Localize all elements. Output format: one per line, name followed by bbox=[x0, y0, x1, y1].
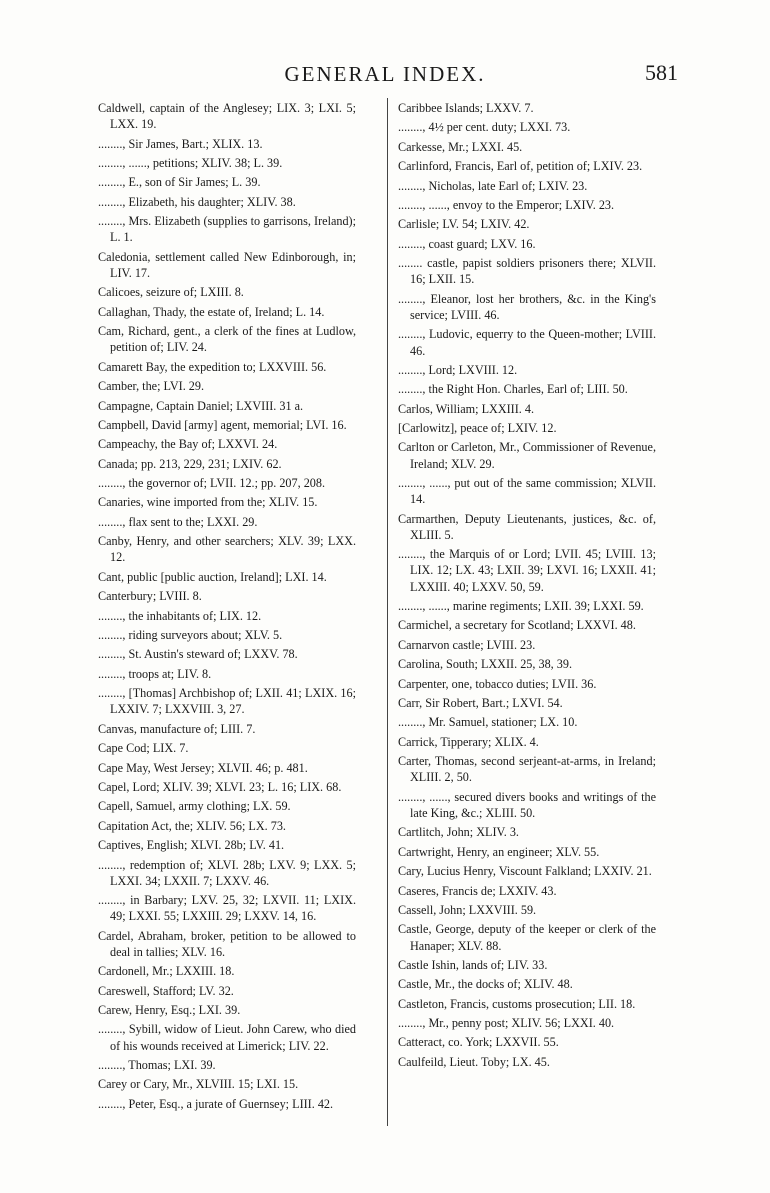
index-entry: Catteract, co. York; LXXVII. 55. bbox=[398, 1035, 559, 1050]
index-entry: Castle, Mr., the docks of; XLIV. 48. bbox=[398, 977, 573, 992]
index-entry: Caulfeild, Lieut. Toby; LX. 45. bbox=[398, 1054, 550, 1069]
index-entry: ........, ......, envoy to the Emperor; LXIV. 23. bbox=[398, 197, 615, 212]
index-entry: ........, E., son of Sir James; L. 39. bbox=[98, 175, 261, 190]
index-entry: Caldwell, captain of the Anglesey; LIX. 3; LXI. 5; LXX. 19. bbox=[98, 101, 356, 132]
index-entry: ........, the governor of; LVII. 12.; pp. 207, 208. bbox=[98, 476, 326, 491]
index-entry: ........, Nicholas, late Earl of; LXIV. 23. bbox=[398, 178, 588, 193]
index-entry: Campeachy, the Bay of; LXXVI. 24. bbox=[98, 437, 278, 452]
index-entry: Capell, Samuel, army clothing; LX. 59. bbox=[98, 799, 291, 814]
index-entry: Carpenter, one, tobacco duties; LVII. 36. bbox=[398, 676, 597, 691]
index-entry: ........, Elizabeth, his daughter; XLIV. 38. bbox=[98, 194, 296, 209]
index-entry: Cape May, West Jersey; XLVII. 46; p. 481. bbox=[98, 760, 308, 775]
index-entry: Canada; pp. 213, 229, 231; LXIV. 62. bbox=[98, 456, 282, 471]
index-entry: Castleton, Francis, customs prosecution; LII. 18. bbox=[398, 996, 636, 1011]
index-entry: ........, Eleanor, lost her brothers, &c. in the King's service; LVIII. 46. bbox=[398, 291, 656, 322]
index-entry: ........, ......, petitions; XLIV. 38; L. 39. bbox=[98, 155, 283, 170]
index-entry: Carlinford, Francis, Earl of, petition of; LXIV. 23. bbox=[398, 159, 643, 174]
index-column-left bbox=[98, 100, 356, 1115]
index-entry: ........, coast guard; LXV. 16. bbox=[398, 236, 536, 251]
index-entry: Carnarvon castle; LVIII. 23. bbox=[398, 637, 536, 652]
index-entry: ........ castle, papist soldiers prisoners there; XLVII. 16; LXII. 15. bbox=[398, 256, 656, 287]
index-entry: Carrick, Tipperary; XLIX. 4. bbox=[398, 734, 539, 749]
index-column-right bbox=[398, 100, 656, 1073]
index-entry: ........, the Marquis of or Lord; LVII. 45; LVIII. 13; LIX. 12; LX. 43; LXII. 39; LXVI. 16; LXXII. 41; LXXIII. 40; LXXV. 50, 59. bbox=[398, 547, 656, 594]
index-entry: [Carlowitz], peace of; LXIV. 12. bbox=[398, 421, 557, 436]
column-divider bbox=[387, 98, 388, 1126]
index-entry: Carlton or Carleton, Mr., Commissioner of Revenue, Ireland; XLV. 29. bbox=[398, 440, 656, 471]
index-entry: Carmarthen, Deputy Lieutenants, justices, &c. of, XLIII. 5. bbox=[398, 511, 656, 542]
index-entry: Carey or Cary, Mr., XLVIII. 15; LXI. 15. bbox=[98, 1077, 299, 1092]
index-entry: ........, Sybill, widow of Lieut. John Carew, who died of his wounds received at Limerick; LIV. 22. bbox=[98, 1022, 356, 1053]
index-entry: Carmichel, a secretary for Scotland; LXXVI. 48. bbox=[398, 618, 636, 633]
index-entry: Careswell, Stafford; LV. 32. bbox=[98, 983, 234, 998]
index-entry: Carter, Thomas, second serjeant-at-arms, in Ireland; XLIII. 2, 50. bbox=[398, 754, 656, 785]
index-entry: Carkesse, Mr.; LXXI. 45. bbox=[398, 139, 523, 154]
index-entry: ........, ......, secured divers books and writings of the late King, &c.; XLIII. 50. bbox=[398, 789, 656, 820]
index-entry: ........, Mr. Samuel, stationer; LX. 10. bbox=[398, 715, 578, 730]
index-entry: Carr, Sir Robert, Bart.; LXVI. 54. bbox=[398, 696, 563, 710]
index-entry: Cartwright, Henry, an engineer; XLV. 55. bbox=[398, 844, 600, 859]
index-entry: ........, Thomas; LXI. 39. bbox=[98, 1058, 216, 1073]
index-entry: Carlisle; LV. 54; LXIV. 42. bbox=[398, 217, 530, 232]
index-entry: Callaghan, Thady, the estate of, Ireland; L. 14. bbox=[98, 304, 325, 319]
index-entry: ........, Sir James, Bart.; XLIX. 13. bbox=[98, 136, 263, 151]
index-entry: Cassell, John; LXXVIII. 59. bbox=[398, 902, 537, 917]
index-entry: ........, in Barbary; LXV. 25, 32; LXVII. 11; LXIX. 49; LXXI. 55; LXXIII. 29; LXXV. 14, 16. bbox=[98, 893, 356, 924]
index-entry: Campbell, David [army] agent, memorial; LVI. 16. bbox=[98, 417, 347, 432]
index-entry: ........, flax sent to the; LXXI. 29. bbox=[98, 514, 258, 529]
index-entry: Castle Ishin, lands of; LIV. 33. bbox=[398, 957, 548, 972]
index-entry: Canaries, wine imported from the; XLIV. 15. bbox=[98, 495, 318, 510]
index-entry: ........, Lord; LXVIII. 12. bbox=[398, 362, 518, 377]
index-entry: Caseres, Francis de; LXXIV. 43. bbox=[398, 883, 557, 898]
index-entry: Capitation Act, the; XLIV. 56; LX. 73. bbox=[98, 818, 286, 833]
index-entry: Cam, Richard, gent., a clerk of the fines at Ludlow, petition of; LIV. 24. bbox=[98, 324, 356, 355]
index-entry: Cape Cod; LIX. 7. bbox=[98, 741, 189, 756]
index-entry: Caledonia, settlement called New Edinborough, in; LIV. 17. bbox=[98, 249, 356, 280]
index-entry: ........, ......, marine regiments; LXII. 39; LXXI. 59. bbox=[398, 599, 644, 614]
index-entry: Castle, George, deputy of the keeper or clerk of the Hanaper; XLV. 88. bbox=[398, 922, 656, 953]
index-entry: ........, riding surveyors about; XLV. 5. bbox=[98, 628, 283, 642]
index-entry: ........, Mr., penny post; XLIV. 56; LXXI. 40. bbox=[398, 1016, 615, 1031]
index-entry: ........, 4½ per cent. duty; LXXI. 73. bbox=[398, 120, 571, 135]
index-entry: Cardel, Abraham, broker, petition to be allowed to deal in tallies; XLV. 16. bbox=[98, 928, 356, 959]
index-entry: Carlos, William; LXXIII. 4. bbox=[398, 401, 535, 416]
index-entry: Carolina, South; LXXII. 25, 38, 39. bbox=[398, 657, 572, 672]
index-entry: ........, troops at; LIV. 8. bbox=[98, 666, 212, 681]
index-entry: ........, [Thomas] Archbishop of; LXII. 41; LXIX. 16; LXXIV. 7; LXXVIII. 3, 27. bbox=[98, 686, 356, 717]
index-entry: ........, St. Austin's steward of; LXXV. 78. bbox=[98, 647, 298, 662]
index-entry: Camarett Bay, the expedition to; LXXVIII. 56. bbox=[98, 359, 327, 374]
index-entry: ........, the inhabitants of; LIX. 12. bbox=[98, 608, 262, 623]
index-entry: Cartlitch, John; XLIV. 3. bbox=[398, 825, 519, 840]
page-number: 581 bbox=[645, 60, 678, 85]
index-entry: Camber, the; LVI. 29. bbox=[98, 379, 205, 394]
index-entry: Campagne, Captain Daniel; LXVIII. 31 a. bbox=[98, 398, 304, 413]
index-entry: ........, the Right Hon. Charles, Earl of; LIII. 50. bbox=[398, 382, 628, 397]
index-entry: ........, ......, put out of the same commission; XLVII. 14. bbox=[398, 476, 656, 507]
index-entry: ........, redemption of; XLVI. 28b; LXV. 9; LXX. 5; LXXI. 34; LXXII. 7; LXXV. 46. bbox=[98, 857, 356, 888]
running-header: GENERAL INDEX. bbox=[284, 62, 486, 86]
index-entry: Cary, Lucius Henry, Viscount Falkland; LXXIV. 21. bbox=[398, 864, 652, 879]
index-entry: Canby, Henry, and other searchers; XLV. 39; LXX. 12. bbox=[98, 534, 356, 565]
index-entry: Cardonell, Mr.; LXXIII. 18. bbox=[98, 964, 235, 979]
index-entry: Carew, Henry, Esq.; LXI. 39. bbox=[98, 1003, 241, 1018]
index-entry: Cant, public [public auction, Ireland]; LXI. 14. bbox=[98, 569, 327, 584]
index-entry: Calicoes, seizure of; LXIII. 8. bbox=[98, 285, 244, 300]
index-entry: ........, Peter, Esq., a jurate of Guernsey; LIII. 42. bbox=[98, 1096, 334, 1111]
index-entry: Canterbury; LVIII. 8. bbox=[98, 589, 202, 604]
index-entry: ........, Ludovic, equerry to the Queen-mother; LVIII. 46. bbox=[398, 327, 656, 358]
index-entry: Canvas, manufacture of; LIII. 7. bbox=[98, 721, 256, 736]
index-entry: Capel, Lord; XLIV. 39; XLVI. 23; L. 16; LIX. 68. bbox=[98, 779, 342, 794]
index-entry: Caribbee Islands; LXXV. 7. bbox=[398, 101, 534, 115]
index-entry: Captives, English; XLVI. 28b; LV. 41. bbox=[98, 838, 285, 853]
index-entry: ........, Mrs. Elizabeth (supplies to garrisons, Ireland); L. 1. bbox=[98, 214, 356, 245]
